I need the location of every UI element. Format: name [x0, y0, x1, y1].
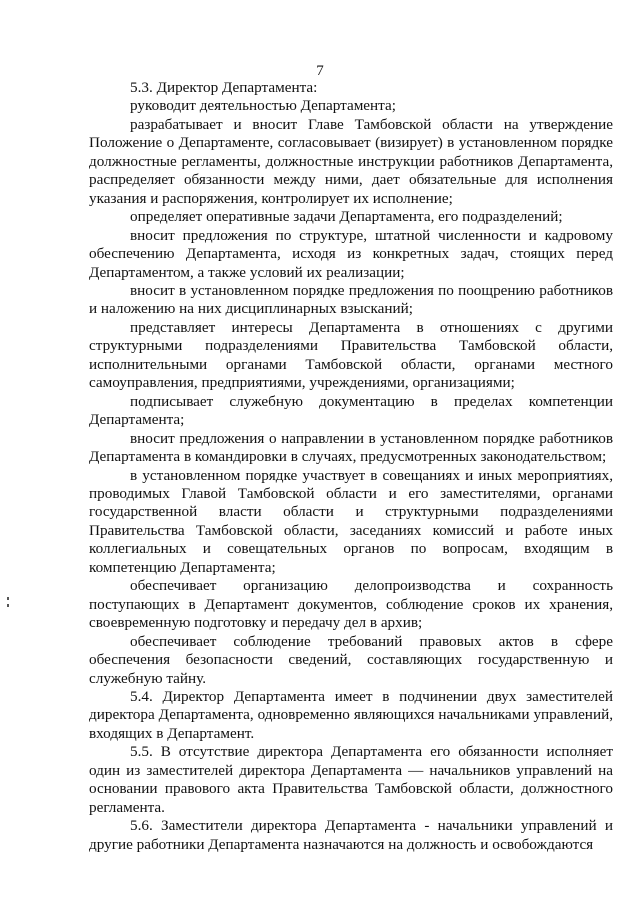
paragraph-participates-meetings: в установленном порядке участвует в совещаниях и иных мероприятиях, проводимых Главой Тамбовской области и его заместителями, органами государственной власти области и структурными подразделениями Правительства Тамбовской области, заседаниях комиссий и работе иных коллегиальных и совещательных органов по вопросам, входящим в компетенцию Департамента; [89, 466, 613, 576]
paragraph-5-4-deputies: 5.4. Директор Департамента имеет в подчинении двух заместителей директора Департамента, одновременно являющихся начальниками управлений, входящих в Департамент. [89, 687, 613, 742]
scan-artifact-mark [7, 604, 9, 607]
document-body [89, 79, 613, 854]
paragraph-business-trips: вносит предложения о направлении в установленном порядке работников Департамента в командировки в случаях, предусмотренных законодательством; [89, 429, 613, 466]
paragraph-signs-documentation: подписывает служебную документацию в пределах компетенции Департамента; [89, 392, 613, 429]
paragraph-develops-regulation: разрабатывает и вносит Главе Тамбовской области на утверждение Положение о Департаменте, согласовывает (визирует) в установленном порядке должностные регламенты, должностные инструкции работников Департамента, распределяет обязанности между ними, дает обязательные для исполнения указания и распоряжения, контролирует их исполнение; [89, 115, 613, 207]
paragraph-operational-tasks: определяет оперативные задачи Департамента, его подразделений; [130, 208, 563, 226]
page-number: 7 [316, 63, 324, 79]
paragraph-records-management: обеспечивает организацию делопроизводства и сохранность поступающих в Департамент документов, соблюдение сроков их хранения, своевременную подготовку и передачу дел в архив; [89, 577, 613, 632]
paragraph-5-6-appointment: 5.6. Заместители директора Департамента - начальники управлений и другие работники Департамента назначаются на должность и освобождаются [89, 817, 613, 853]
paragraph-structure-proposals: вносит предложения по структуре, штатной численности и кадровому обеспечению Департамента, исходя из конкретных задач, стоящих перед Департаментом, а также условий их реализации; [89, 226, 613, 281]
scan-artifact-mark [7, 597, 9, 600]
paragraph-manages-activity: руководит деятельностью Департамента; [130, 97, 396, 115]
paragraph-encouragement-proposals: вносит в установленном порядке предложения по поощрению работников и наложению на них дисциплинарных взысканий; [89, 281, 613, 318]
paragraph-5-3-heading: 5.3. Директор Департамента: [130, 79, 318, 96]
paragraph-5-5-absence: 5.5. В отсутствие директора Департамента его обязанности исполняет один из заместителей директора Департамента — начальников управлений на основании правового акта Правительства Тамбовской области, должностного регламента. [89, 743, 613, 816]
paragraph-security-compliance: обеспечивает соблюдение требований правовых актов в сфере обеспечения безопасности сведений, составляющих государственную и служебную тайну. [89, 632, 613, 687]
paragraph-represents-interests: представляет интересы Департамента в отношениях с другими структурными подразделениями Правительства Тамбовской области, исполнительными органами Тамбовской области, органами местного самоуправления, предприятиями, учреждениями, организациями; [89, 318, 613, 392]
